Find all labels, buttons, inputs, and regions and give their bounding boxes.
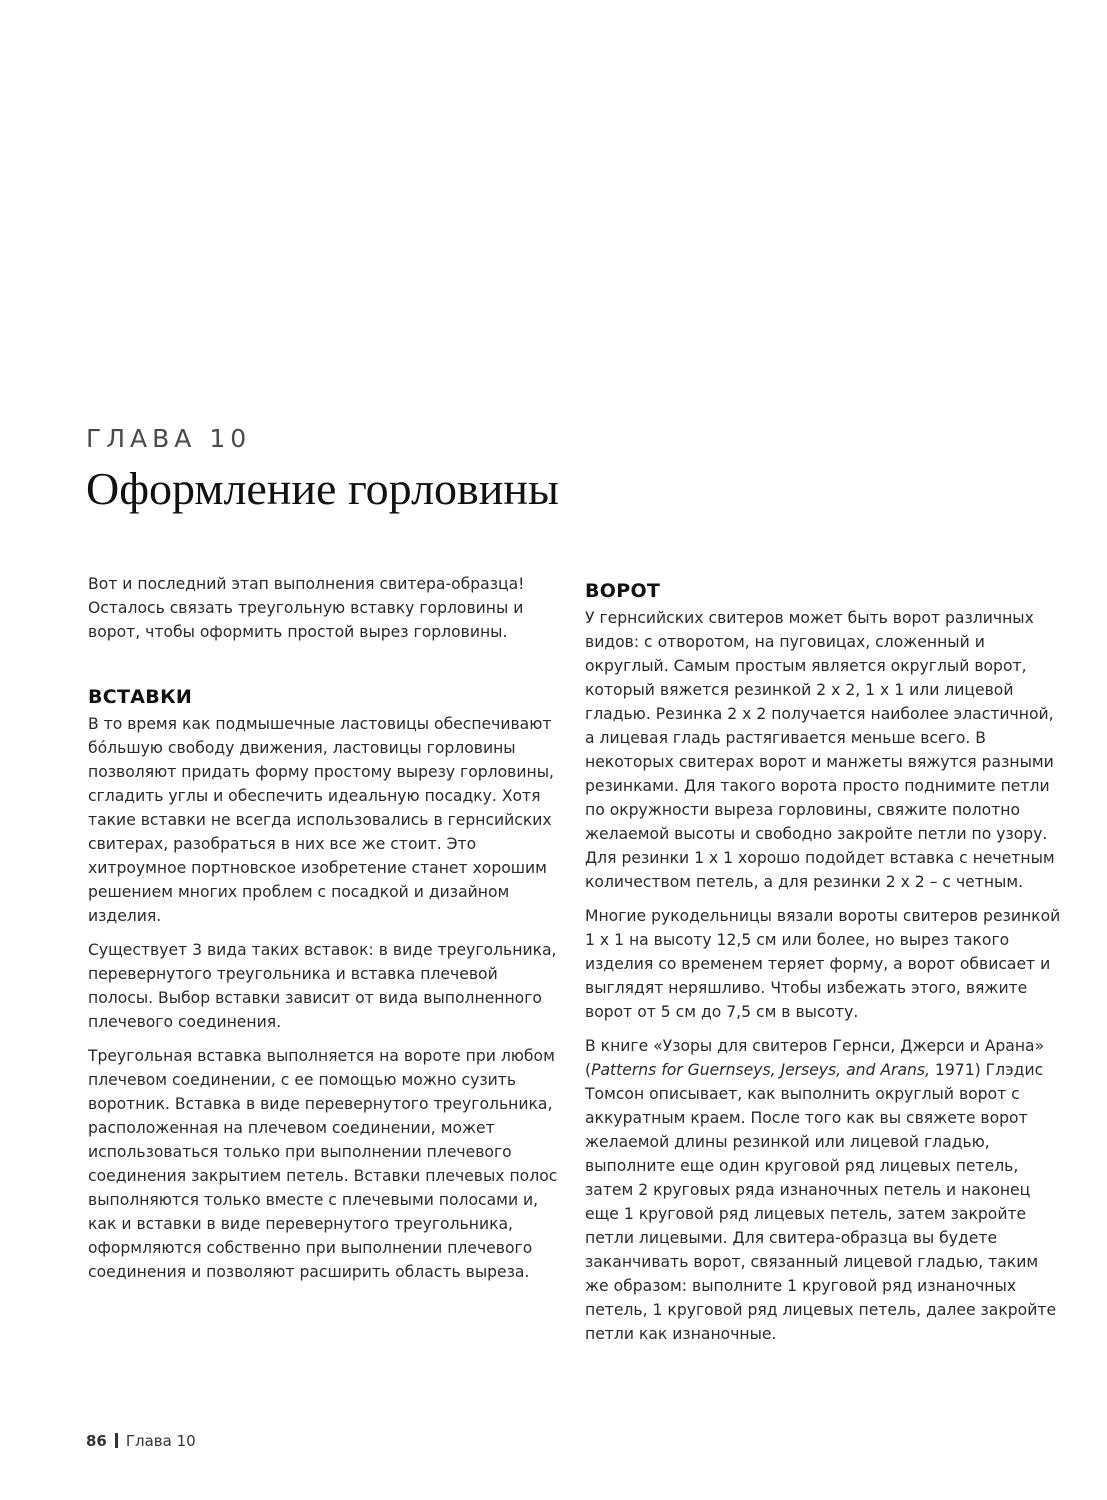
intro-paragraph: Вот и последний этап выполнения свитера-образца! Осталось связать треугольную вставку горловины и ворот, чтобы оформить простой вырез горловины. (88, 575, 525, 641)
body-paragraph: Треугольная вставка выполняется на вороте при любом плечевом соединении, с ее помощью можно сузить воротник. Вставка в виде перевернутого треугольника, расположенная на плечевом соединении, может использоваться только при выполнении плечевого соединения закрытием петель. Вставки плечевых полос выполняются только вместе с плечевыми полосами и, как и вставки в виде перевернутого треугольника, оформляются собственно при выполнении плечевого соединения и позволяют расширить область выреза. (88, 1047, 558, 1281)
body-paragraph: У гернсийских свитеров может быть ворот различных видов: с отворотом, на пуговицах, сложенный и округлый. Самым простым является округлый ворот, который вяжется резинкой 2 х 2, 1 х 1 или лицевой гладью. Резинка 2 х 2 получается наиболее эластичной, а лицевая гладь растягивается меньше всего. В некоторых свитерах ворот и манжеты вяжутся разными резинками. Для такого ворота просто поднимите петли по окружности выреза горловины, свяжите полотно желаемой высоты и свободно закройте петли по узору. Для резинки 1 х 1 хорошо подойдет вставка с нечетным количеством петель, а для резинки 2 х 2 – с четным. (585, 609, 1055, 891)
book-title: Patterns for Guernseys, Jerseys, and Arans, (591, 1061, 930, 1079)
body-paragraph-book-reference (585, 1034, 1065, 1346)
text-run: 1971) Глэдис Томсон описывает, как выполнить округлый ворот с аккуратным краем. После того как вы свяжете ворот желаемой длины резинкой или лицевой гладью, выполните еще один круговой ряд лицевых петель, затем 2 круговых ряда изнаночных петель и наконец еще 1 круговой ряд лицевых петель, затем закройте петли лицевыми. Для свитера-образца вы будете заканчивать ворот, связанный лицевой гладью, таким же образом: выполните 1 круговой ряд изнаночных петель, 1 круговой ряд лицевых петель, далее закройте петли как изнаночные. (585, 1061, 1057, 1343)
text-run: В книге «Узоры для свитеров Гернси, Джерси и Арана» ( (585, 1037, 1045, 1079)
footer-separator (115, 1433, 118, 1448)
footer-chapter: Глава 10 (125, 1432, 196, 1450)
body-paragraph: Существует 3 вида таких вставок: в виде треугольника, перевернутого треугольника и вставка плечевой полосы. Выбор вставки зависит от вида выполненного плечевого соединения. (88, 941, 557, 1031)
left-column (88, 572, 566, 1294)
body-paragraph: Многие рукодельницы вязали вороты свитеров резинкой 1 х 1 на высоту 12,5 см или более, но вырез такого изделия со временем теряет форму, а ворот обвисает и выглядят неряшливо. Чтобы избежать этого, вяжите ворот от 5 см до 7,5 см в высоту. (585, 907, 1061, 1021)
page-footer (86, 1432, 196, 1450)
section-heading-inserts: ВСТАВКИ (88, 686, 193, 708)
page-number: 86 (86, 1432, 107, 1450)
section-heading-collar: ВОРОТ (585, 580, 661, 602)
chapter-label: ГЛАВА 10 (86, 424, 252, 453)
right-column (585, 572, 1065, 1356)
body-paragraph: В то время как подмышечные ластовицы обеспечивают бóльшую свободу движения, ластовицы горловины позволяют придать форму простому вырезу горловины, сгладить углы и обеспечить идеальную посадку. Хотя такие вставки не всегда использовались в гернсийских свитерах, разобраться в них все же стоит. Это хитроумное портновское изобретение станет хорошим решением многих проблем с посадкой и дизайном изделия. (88, 715, 554, 925)
chapter-title: Оформление горловины (86, 463, 559, 514)
